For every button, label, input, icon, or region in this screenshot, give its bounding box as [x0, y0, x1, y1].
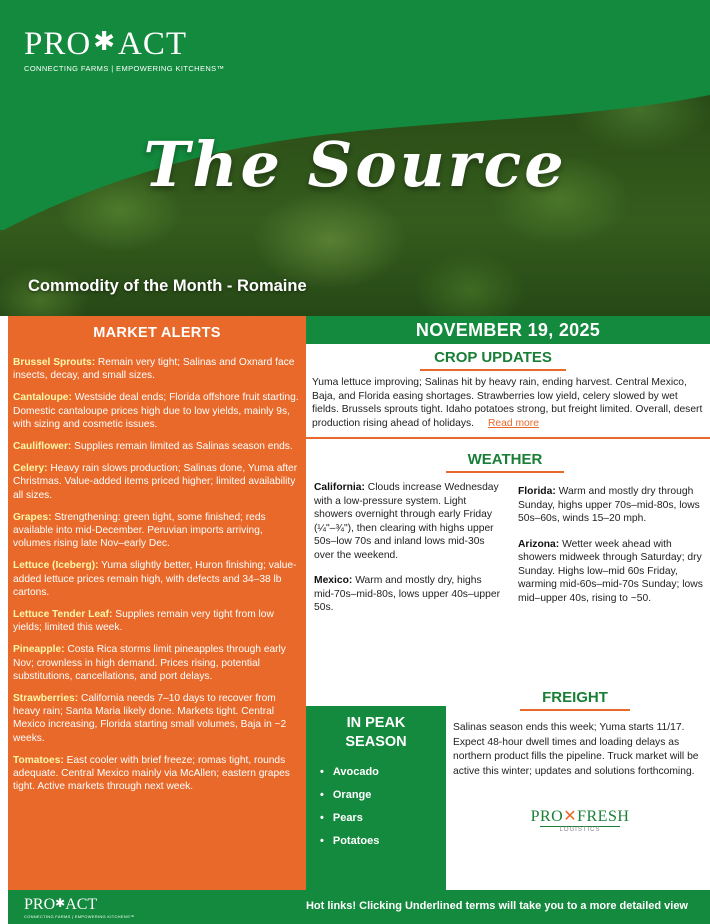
- weather-entry: Mexico: Warm and mostly dry, highs mid-70s–mid-80s, lows upper 40s–upper 50s.: [314, 575, 501, 613]
- weather-title: WEATHER: [446, 451, 564, 473]
- proact-logo[interactable]: PRO✱ACT: [24, 26, 187, 62]
- list-item: • Pears: [320, 812, 446, 824]
- list-item: • Orange: [320, 789, 446, 801]
- list-item: • Potatoes: [320, 835, 446, 847]
- weather-left-column: [314, 481, 504, 627]
- logo-tagline: CONNECTING FARMS | EMPOWERING KITCHENS™: [24, 64, 225, 73]
- issue-date: NOVEMBER 19, 2025: [306, 316, 710, 344]
- peak-season-list: [306, 766, 446, 847]
- crop-updates-text: Yuma lettuce improving; Salinas hit by heavy rain, ending harvest. Central Mexico, Baja, and Florida easing shortages. Strawberries low yield, celery slowed by wet fields. Brussels sprouts tight. Idaho potatoes strong, but freight limited. Overall, desert production rising ahead of holidays. Read more: [312, 377, 703, 429]
- profresh-logo[interactable]: PRO✕FRESH LOGISTICS: [530, 808, 630, 833]
- weather-entry: Florida: Warm and mostly dry through Sunday, highs upper 70s–mid-80s, lows 50s–60s, winds 15–20 mph.: [518, 486, 700, 524]
- market-alerts-list: [13, 356, 303, 802]
- footer-bar: [8, 890, 710, 924]
- crop-updates-title: CROP UPDATES: [420, 349, 566, 371]
- alert-item: Cantaloupe: Westside deal ends; Florida offshore fruit starting. Domestic cantaloupe prices high due to low yields, mainly 9s, with sizing and cosmetic issues.: [13, 392, 299, 430]
- newsletter-title: The Source: [143, 128, 567, 201]
- hot-links-note: Hot links! Clicking Underlined terms will take you to a more detailed view: [305, 900, 688, 912]
- footer-tagline: CONNECTING FARMS | EMPOWERING KITCHENS™: [24, 914, 135, 919]
- alert-item: Lettuce (Iceberg): Yuma slightly better, Huron finishing; value-added lettuce prices remain high, with defects and 34–38 lb cartons.: [13, 560, 297, 598]
- freight-text: Salinas season ends this week; Yuma starts 11/17. Expect 48-hour dwell times and loading delays as northern product fills the pipeline. Truck market will be active this winter; updates and solutions forthcoming.: [453, 722, 699, 777]
- alert-item: Grapes: Strengthening: green tight, some finished; reds available into mid-December. Peruvian imports arriving, volumes rising late Nov–early Dec.: [13, 511, 266, 550]
- alert-item: Celery: Heavy rain slows production; Salinas done, Yuma after Christmas. Value-added items priced higher; limited availability all sizes.: [13, 463, 298, 501]
- alert-item: Tomatoes: East cooler with brief freeze; romas tight, rounds adequate. Central Mexico mainly via McAllen; eastern grapes tight. Active markets through next week.: [13, 754, 290, 793]
- peak-season-panel: [306, 706, 446, 890]
- read-more-link[interactable]: Read more: [488, 417, 539, 429]
- hero-image: [0, 0, 710, 316]
- alert-item: Cauliflower: Supplies remain limited as Salinas season ends.: [13, 441, 293, 453]
- logo-star-icon: ✱: [55, 896, 66, 910]
- peak-season-title: IN PEAK SEASON: [345, 715, 407, 750]
- alert-item: Strawberries: California needs 7–10 days to recover from heavy rain; Santa Maria likely done. Markets tight. Central Mexico increasing, Florida starting small volumes, Baja in ~2 weeks.: [13, 693, 287, 744]
- alert-item: Brussel Sprouts: Remain very tight; Salinas and Oxnard face insects, decay, and small sizes.: [13, 357, 295, 382]
- weather-entry: California: Clouds increase Wednesday with a low-pressure system. Light showers overnight through early Friday (¼"–¾"), then clearing with highs upper 50s–low 70s and inland lows mid-30s over the weekend.: [314, 482, 499, 561]
- list-item: • Avocado: [320, 766, 446, 778]
- market-alerts-panel: [8, 316, 306, 890]
- weather-entry: Arizona: Wetter week ahead with showers midweek through Saturday; dry Sunday. Highs low–mid 60s Friday, warming mid-60s–mid-70s Sunday; lows mid–upper 40s, rising to ~50.: [518, 538, 703, 604]
- logo-star-icon: ✱: [93, 27, 116, 56]
- commodity-of-month: Commodity of the Month - Romaine: [28, 277, 307, 295]
- section-divider: [306, 437, 710, 439]
- footer-logo[interactable]: PRO✱ACT: [24, 896, 98, 913]
- alert-item: Pineapple: Costa Rica storms limit pineapples through early Nov; crownless in high demand. Prices rising, potential substitutions, cancellations, and port delays.: [13, 644, 286, 682]
- weather-right-column: [518, 485, 706, 617]
- alert-item: Lettuce Tender Leaf: Supplies remain very tight from low yields; limited this week.: [13, 609, 274, 634]
- freight-title: FREIGHT: [520, 689, 630, 711]
- profresh-x-icon: ✕: [563, 808, 578, 825]
- market-alerts-title: MARKET ALERTS: [93, 325, 221, 341]
